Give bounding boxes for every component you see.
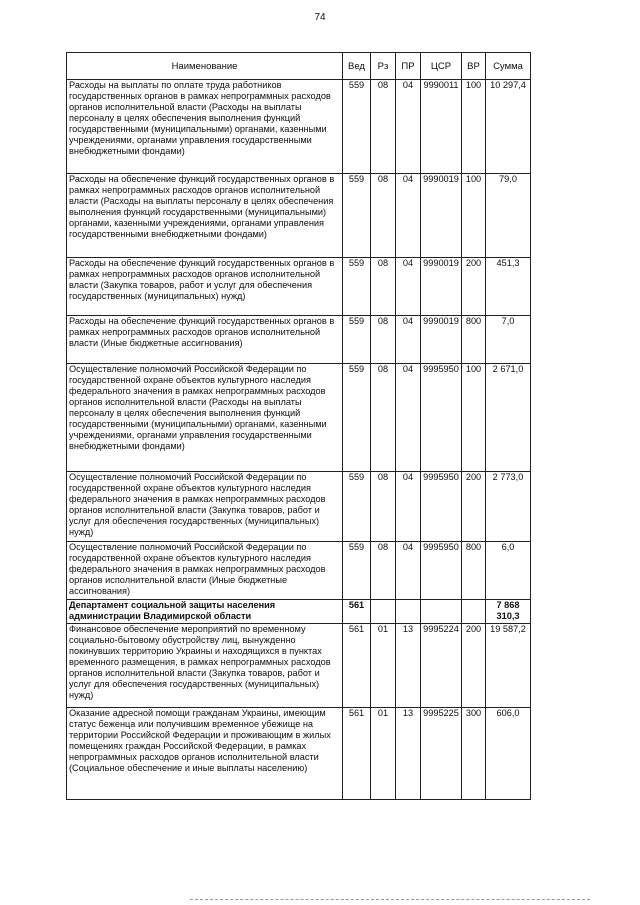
cell-sum: 2 671,0 [486, 364, 531, 472]
cell-csr: 9995950 [421, 472, 462, 542]
table-row [67, 258, 531, 316]
cell-pr: 04 [396, 174, 421, 258]
cell-pr: 13 [396, 624, 421, 708]
cell-vr: 100 [462, 364, 486, 472]
cell-pr: 04 [396, 542, 421, 600]
cell-csr: 9990019 [421, 174, 462, 258]
cell-sum: 7,0 [486, 316, 531, 364]
cell-pr: 04 [396, 80, 421, 174]
cell-pr: 04 [396, 364, 421, 472]
cell-rz: 01 [371, 708, 396, 800]
cell-pr: 04 [396, 258, 421, 316]
table-body [67, 80, 531, 800]
budget-table [66, 52, 531, 800]
cell-csr: 9990019 [421, 258, 462, 316]
cell-vr: 800 [462, 542, 486, 600]
header-ved: Вед [343, 53, 371, 80]
cell-vr: 200 [462, 624, 486, 708]
header-pr: ПР [396, 53, 421, 80]
cell-name: Осуществление полномочий Российской Федерации по государственной охране объектов культурного наследия федерального значения в рамках непрограммных расходов органов исполнительной власти (Расходы на выплаты персоналу в целях обеспечения выполнения функций государственными (муниципальными) органами, казенными учреждениями, органами управления государственными внебюджетными фондами) [67, 364, 343, 472]
cell-csr: 9990011 [421, 80, 462, 174]
cell-name: Расходы на обеспечение функций государственных органов в рамках непрограммных расходов органов исполнительной власти (Расходы на выплаты персоналу в целях обеспечения выполнения функций государственными (муниципальными) органами, казенными учреждениями, органами управления государственными внебюджетными фондами) [67, 174, 343, 258]
table-row [67, 174, 531, 258]
cell-csr: 9990019 [421, 316, 462, 364]
cell-csr: 9995224 [421, 624, 462, 708]
cell-name: Расходы на обеспечение функций государственных органов в рамках непрограммных расходов органов исполнительной власти (Закупка товаров, работ и услуг для обеспечения государственных (муниципальных) нужд) [67, 258, 343, 316]
cell-vr: 200 [462, 258, 486, 316]
cell-vr: 200 [462, 472, 486, 542]
cell-vr: 100 [462, 174, 486, 258]
cell-sum: 79,0 [486, 174, 531, 258]
cell-ved: 559 [343, 316, 371, 364]
cell-name: Расходы на выплаты по оплате труда работников государственных органов в рамках непрограммных расходов органов исполнительной власти (Расходы на выплаты персоналу в целях обеспечения выполнения функций государственными (муниципальными) органами, казенными учреждениями, органами управления государственными внебюджетными фондами) [67, 80, 343, 174]
cell-ved: 559 [343, 542, 371, 600]
cell-sum: 606,0 [486, 708, 531, 800]
cell-rz: 08 [371, 258, 396, 316]
cell-ved: 559 [343, 472, 371, 542]
table-header-row [67, 53, 531, 80]
cell-rz: 08 [371, 316, 396, 364]
cell-sum: 19 587,2 [486, 624, 531, 708]
cell-csr: 9995225 [421, 708, 462, 800]
table-row [67, 624, 531, 708]
cell-sum: 2 773,0 [486, 472, 531, 542]
cell-name: Оказание адресной помощи гражданам Украины, имеющим статус беженца или получившим временное убежище на территории Российской Федерации и проживающим в жилых помещениях граждан Российской Федерации, в рамках непрограммных расходов органов исполнительной власти (Социальное обеспечение и иные выплаты населению) [67, 708, 343, 800]
cell-ved: 559 [343, 258, 371, 316]
cell-name: Осуществление полномочий Российской Федерации по государственной охране объектов культурного наследия федерального значения в рамках непрограммных расходов органов исполнительной власти (Иные бюджетные ассигнования) [67, 542, 343, 600]
cell-pr: 04 [396, 472, 421, 542]
page-bottom-divider [190, 899, 590, 900]
header-name: Наименование [67, 53, 343, 80]
cell-pr [396, 600, 421, 624]
cell-vr [462, 600, 486, 624]
cell-pr: 04 [396, 316, 421, 364]
table-row [67, 364, 531, 472]
cell-sum: 451,3 [486, 258, 531, 316]
cell-rz: 01 [371, 624, 396, 708]
cell-rz: 08 [371, 542, 396, 600]
cell-sum: 10 297,4 [486, 80, 531, 174]
header-rz: Рз [371, 53, 396, 80]
cell-rz [371, 600, 396, 624]
page-number: 74 [314, 12, 326, 23]
cell-csr: 9995950 [421, 542, 462, 600]
cell-name: Расходы на обеспечение функций государственных органов в рамках непрограммных расходов органов исполнительной власти (Иные бюджетные ассигнования) [67, 316, 343, 364]
cell-ved: 561 [343, 708, 371, 800]
header-vr: ВР [462, 53, 486, 80]
cell-name: Департамент социальной защиты населения администрации Владимирской области [67, 600, 343, 624]
cell-vr: 800 [462, 316, 486, 364]
table-row [67, 80, 531, 174]
cell-sum: 7 868 310,3 [486, 600, 531, 624]
cell-name: Осуществление полномочий Российской Федерации по государственной охране объектов культурного наследия федерального значения в рамках непрограммных расходов органов исполнительной власти (Закупка товаров, работ и услуг для обеспечения государственных (муниципальных) нужд) [67, 472, 343, 542]
cell-name: Финансовое обеспечение мероприятий по временному социально-бытовому обустройству лиц, вынужденно покинувших территорию Украины и находящихся в пунктах временного размещения, в рамках непрограммных расходов органов исполнительной власти (Закупка товаров, работ и услуг для обеспечения государственных (муниципальных) нужд) [67, 624, 343, 708]
table-row [67, 708, 531, 800]
cell-ved: 561 [343, 624, 371, 708]
cell-vr: 100 [462, 80, 486, 174]
cell-vr: 300 [462, 708, 486, 800]
cell-ved: 561 [343, 600, 371, 624]
table-row [67, 542, 531, 600]
cell-sum: 6,0 [486, 542, 531, 600]
cell-rz: 08 [371, 364, 396, 472]
header-sum: Сумма [486, 53, 531, 80]
cell-csr [421, 600, 462, 624]
cell-ved: 559 [343, 174, 371, 258]
cell-rz: 08 [371, 174, 396, 258]
cell-rz: 08 [371, 472, 396, 542]
header-csr: ЦСР [421, 53, 462, 80]
table-row [67, 316, 531, 364]
cell-csr: 9995950 [421, 364, 462, 472]
cell-pr: 13 [396, 708, 421, 800]
table-row [67, 600, 531, 624]
cell-rz: 08 [371, 80, 396, 174]
cell-ved: 559 [343, 80, 371, 174]
cell-ved: 559 [343, 364, 371, 472]
table-row [67, 472, 531, 542]
